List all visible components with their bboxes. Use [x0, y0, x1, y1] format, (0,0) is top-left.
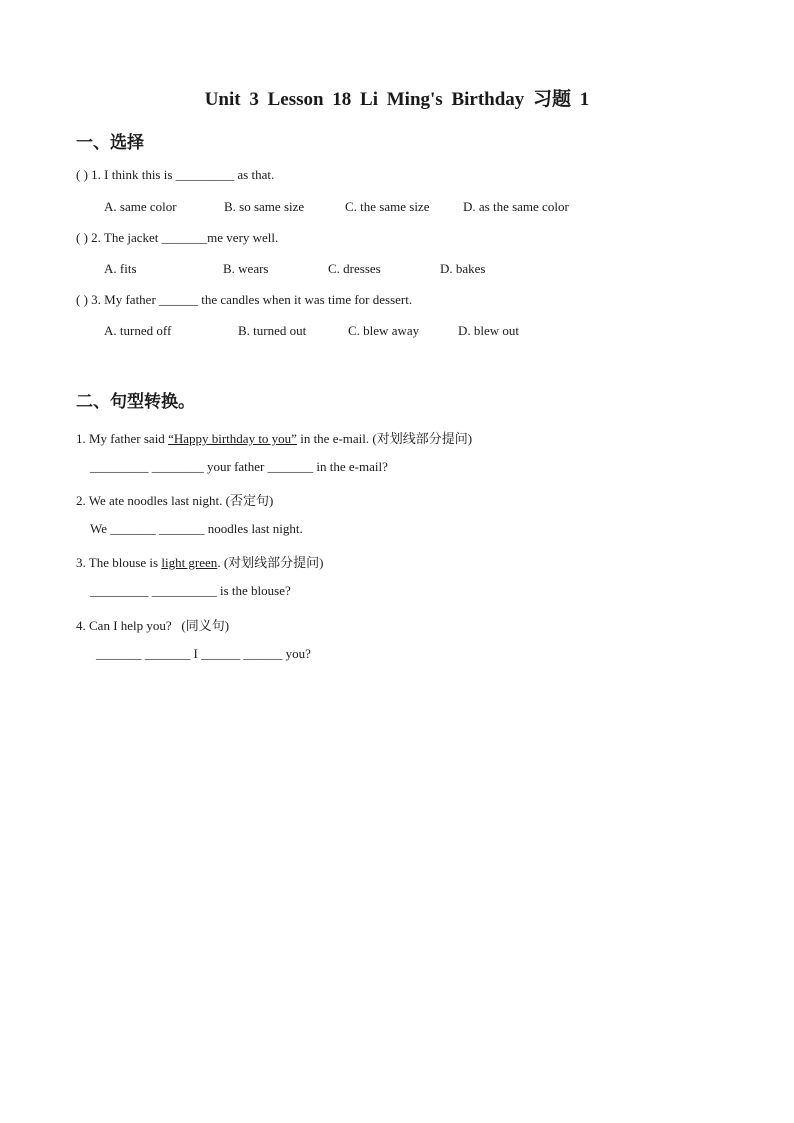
transform-item-3 — [76, 552, 323, 571]
transform-item-3-answer: _________ __________ is the blouse? — [90, 583, 291, 598]
transform-item-3-prefix: 3. The blouse is — [76, 555, 162, 570]
question-3-option-b: B. turned out — [238, 323, 307, 338]
transform-item-4 — [76, 615, 229, 634]
question-1-option-c: C. the same size — [345, 199, 430, 214]
question-2-option-d: D. bakes — [440, 261, 486, 276]
worksheet-title: Unit 3 Lesson 18 Li Ming's Birthday 习题 1 — [204, 89, 590, 110]
question-2-stem: ( ) 2. The jacket _______me very well. — [76, 230, 279, 245]
question-1-option-a: A. same color — [104, 199, 177, 214]
transform-item-3-suffix: . (对划线部分提问) — [217, 555, 324, 570]
question-3-option-c: C. blew away — [348, 323, 420, 338]
question-1-option-b: B. so same size — [224, 199, 305, 214]
transform-item-2 — [76, 490, 273, 509]
question-2-option-a: A. fits — [104, 261, 137, 276]
question-3-stem: ( ) 3. My father ______ the candles when it was time for dessert. — [76, 292, 413, 307]
question-3-option-a: A. turned off — [104, 323, 172, 338]
transform-item-1-answer: _________ ________ your father _______ in the e-mail? — [90, 459, 388, 474]
transform-item-4-prefix: 4. Can I help you? (同义句) — [76, 618, 230, 633]
section-heading-choice: 一、选择 — [76, 133, 144, 153]
section-heading-transform: 二、句型转换。 — [76, 392, 195, 412]
transform-item-3-underlined: light green — [161, 555, 218, 570]
question-2-option-c: C. dresses — [328, 261, 381, 276]
transform-item-1-prefix: 1. My father said — [76, 431, 169, 446]
question-1-stem: ( ) 1. I think this is _________ as that. — [76, 167, 275, 182]
transform-item-1-suffix: in the e-mail. (对划线部分提问) — [296, 431, 473, 446]
transform-item-2-prefix: 2. We ate noodles last night. (否定句) — [76, 493, 274, 508]
transform-item-2-answer: We _______ _______ noodles last night. — [90, 521, 303, 536]
transform-item-4-answer: _______ _______ I ______ ______ you? — [96, 646, 311, 661]
question-2-option-b: B. wears — [223, 261, 269, 276]
transform-item-1-underlined: “Happy birthday to you” — [168, 431, 297, 446]
question-3-option-d: D. blew out — [458, 323, 520, 338]
question-1-option-d: D. as the same color — [463, 199, 569, 214]
transform-item-1 — [76, 428, 472, 447]
